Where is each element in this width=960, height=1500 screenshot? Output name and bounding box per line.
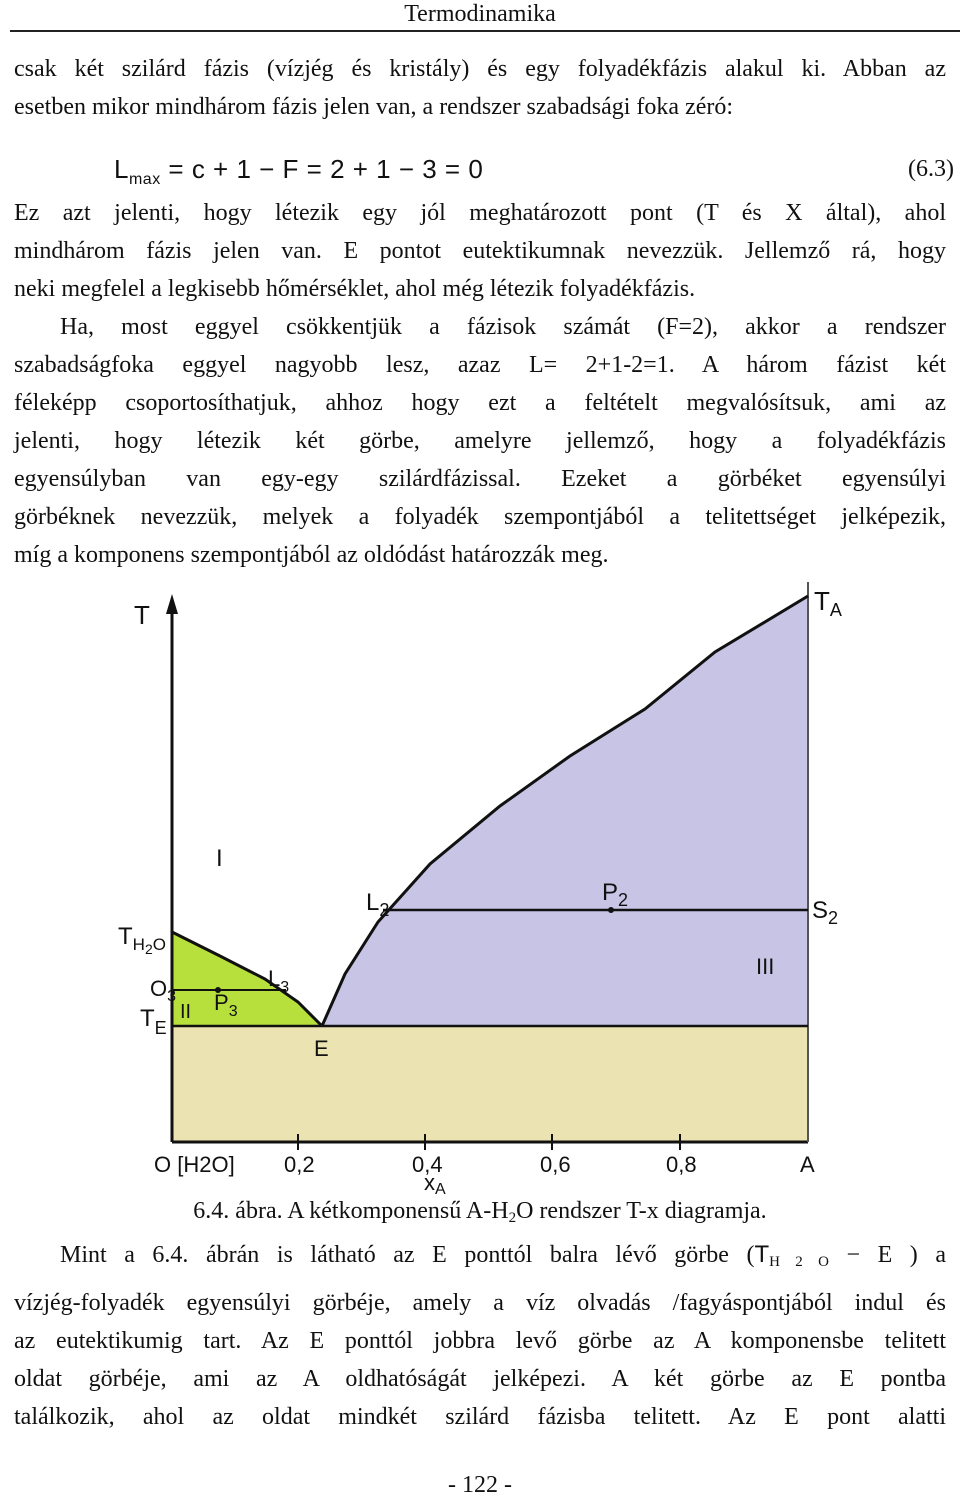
- paragraph-line: esetben mikor mindhárom fázis jelen van, a rendszer szabadsági foka zéró:: [14, 94, 734, 120]
- paragraph-line: féleképp csoportosíthatjuk, ahhoz hogy ezt a feltételt megvalósítsuk, ami az: [14, 390, 946, 416]
- paragraph-line: csak két szilárd fázis (vízjég és kristály) és egy folyadékfázis alakul ki. Abban az: [14, 56, 946, 82]
- label-ta: $T_A$: [814, 586, 842, 620]
- point-p2: [608, 907, 614, 913]
- label-e: E: [314, 1036, 329, 1061]
- paragraph-line: találkozik, ahol az oldat mindkét szilárd fázisba telitett. Az E pont alatti: [14, 1404, 946, 1430]
- tick-label-0-8: 0,8: [666, 1152, 697, 1177]
- ice-region: [172, 932, 322, 1026]
- label-s2: $S_2$: [812, 897, 839, 928]
- equation-6-3: [14, 150, 954, 190]
- solid-solid-region: [172, 1026, 808, 1142]
- label-o3: $O_3$: [150, 976, 177, 1005]
- equation-number: (6.3): [908, 156, 954, 182]
- y-axis-arrow: [166, 594, 178, 614]
- tick-label-0-4: 0,4: [412, 1152, 443, 1177]
- page-number: - 122 -: [448, 1472, 512, 1498]
- phase-diagram-figure: [100, 574, 860, 1194]
- paragraph-line: oldat görbéje, ami az A oldhatóságát jelképezi. A két görbe az E pontba: [14, 1366, 946, 1392]
- paragraph-line: míg a komponens szempontjából az oldódást határozzák meg.: [14, 542, 609, 568]
- x-axis-label: xA: [424, 1170, 446, 1194]
- paragraph-line: neki megfelel a legkisebb hőmérséklet, ahol még létezik folyadékfázis.: [14, 276, 696, 302]
- figure-caption: 6.4. ábra. A kétkomponensű $A-H_2O$ rendszer T-x diagramja.: [193, 1198, 767, 1226]
- paragraph-line: Ez azt jelenti, hogy létezik egy jól meghatározott pont (T és X által), ahol: [14, 200, 946, 226]
- paragraph-line: Mint a 6.4. ábrán is látható az E ponttól balra lévő görbe ($T_{H 2 O} - E$ ) a: [60, 1241, 946, 1270]
- paragraph-line: vízjég-folyadék egyensúlyi görbéje, amely a víz olvadás /fagyáspontjából indul és: [14, 1290, 946, 1316]
- tick-label-0-6: 0,6: [540, 1152, 571, 1177]
- label-p2: $P_2$: [602, 879, 629, 910]
- label-l2: $L_2$: [366, 889, 390, 920]
- paragraph-line: jelenti, hogy létezik két görbe, amelyre jellemző, hogy a folyadékfázis: [14, 428, 946, 454]
- label-th2o: $T_H2O$: [118, 923, 166, 957]
- paragraph-line: az eutektikumig tart. Az E ponttól jobbra levő görbe az A komponensbe telitett: [14, 1328, 946, 1354]
- paragraph-line: szabadságfoka eggyel nagyobb lesz, azaz L= 2+1-2=1. A három fázist két: [14, 352, 946, 378]
- label-l3: $L_3$: [268, 966, 290, 996]
- paragraph-line: görbéknek nevezzük, melyek a folyadék szempontjából a telitettséget jelképezik,: [14, 504, 946, 530]
- equation-lhs: $L_{max} = c + 1 - F = 2 + 1 - 3 = 0$: [114, 154, 484, 188]
- region-iii-label: III: [756, 954, 775, 979]
- region-ii-label: II: [180, 1001, 192, 1023]
- tick-label-0-2: 0,2: [284, 1152, 315, 1177]
- running-header: Termodinamika: [404, 1, 556, 27]
- y-axis-label: T: [134, 600, 150, 630]
- liquid-a-region: [322, 596, 808, 1026]
- paragraph-line: mindhárom fázis jelen van. E pontot eutektikumnak nevezzük. Jellemző rá, hogy: [14, 238, 946, 264]
- header-rule: [10, 30, 960, 32]
- label-te: $T_E$: [140, 1005, 167, 1038]
- tick-label-a: A: [800, 1152, 815, 1177]
- paragraph-line: egyensúlyban van egy-egy szilárdfázissal. Ezeket a görbéket egyensúlyi: [14, 466, 946, 492]
- tick-label-0: O [H2O]: [154, 1152, 235, 1177]
- region-i-label: I: [216, 845, 223, 872]
- paragraph-line: Ha, most eggyel csökkentjük a fázisok számát (F=2), akkor a rendszer: [60, 314, 946, 340]
- label-p3: $P_3$: [214, 990, 238, 1020]
